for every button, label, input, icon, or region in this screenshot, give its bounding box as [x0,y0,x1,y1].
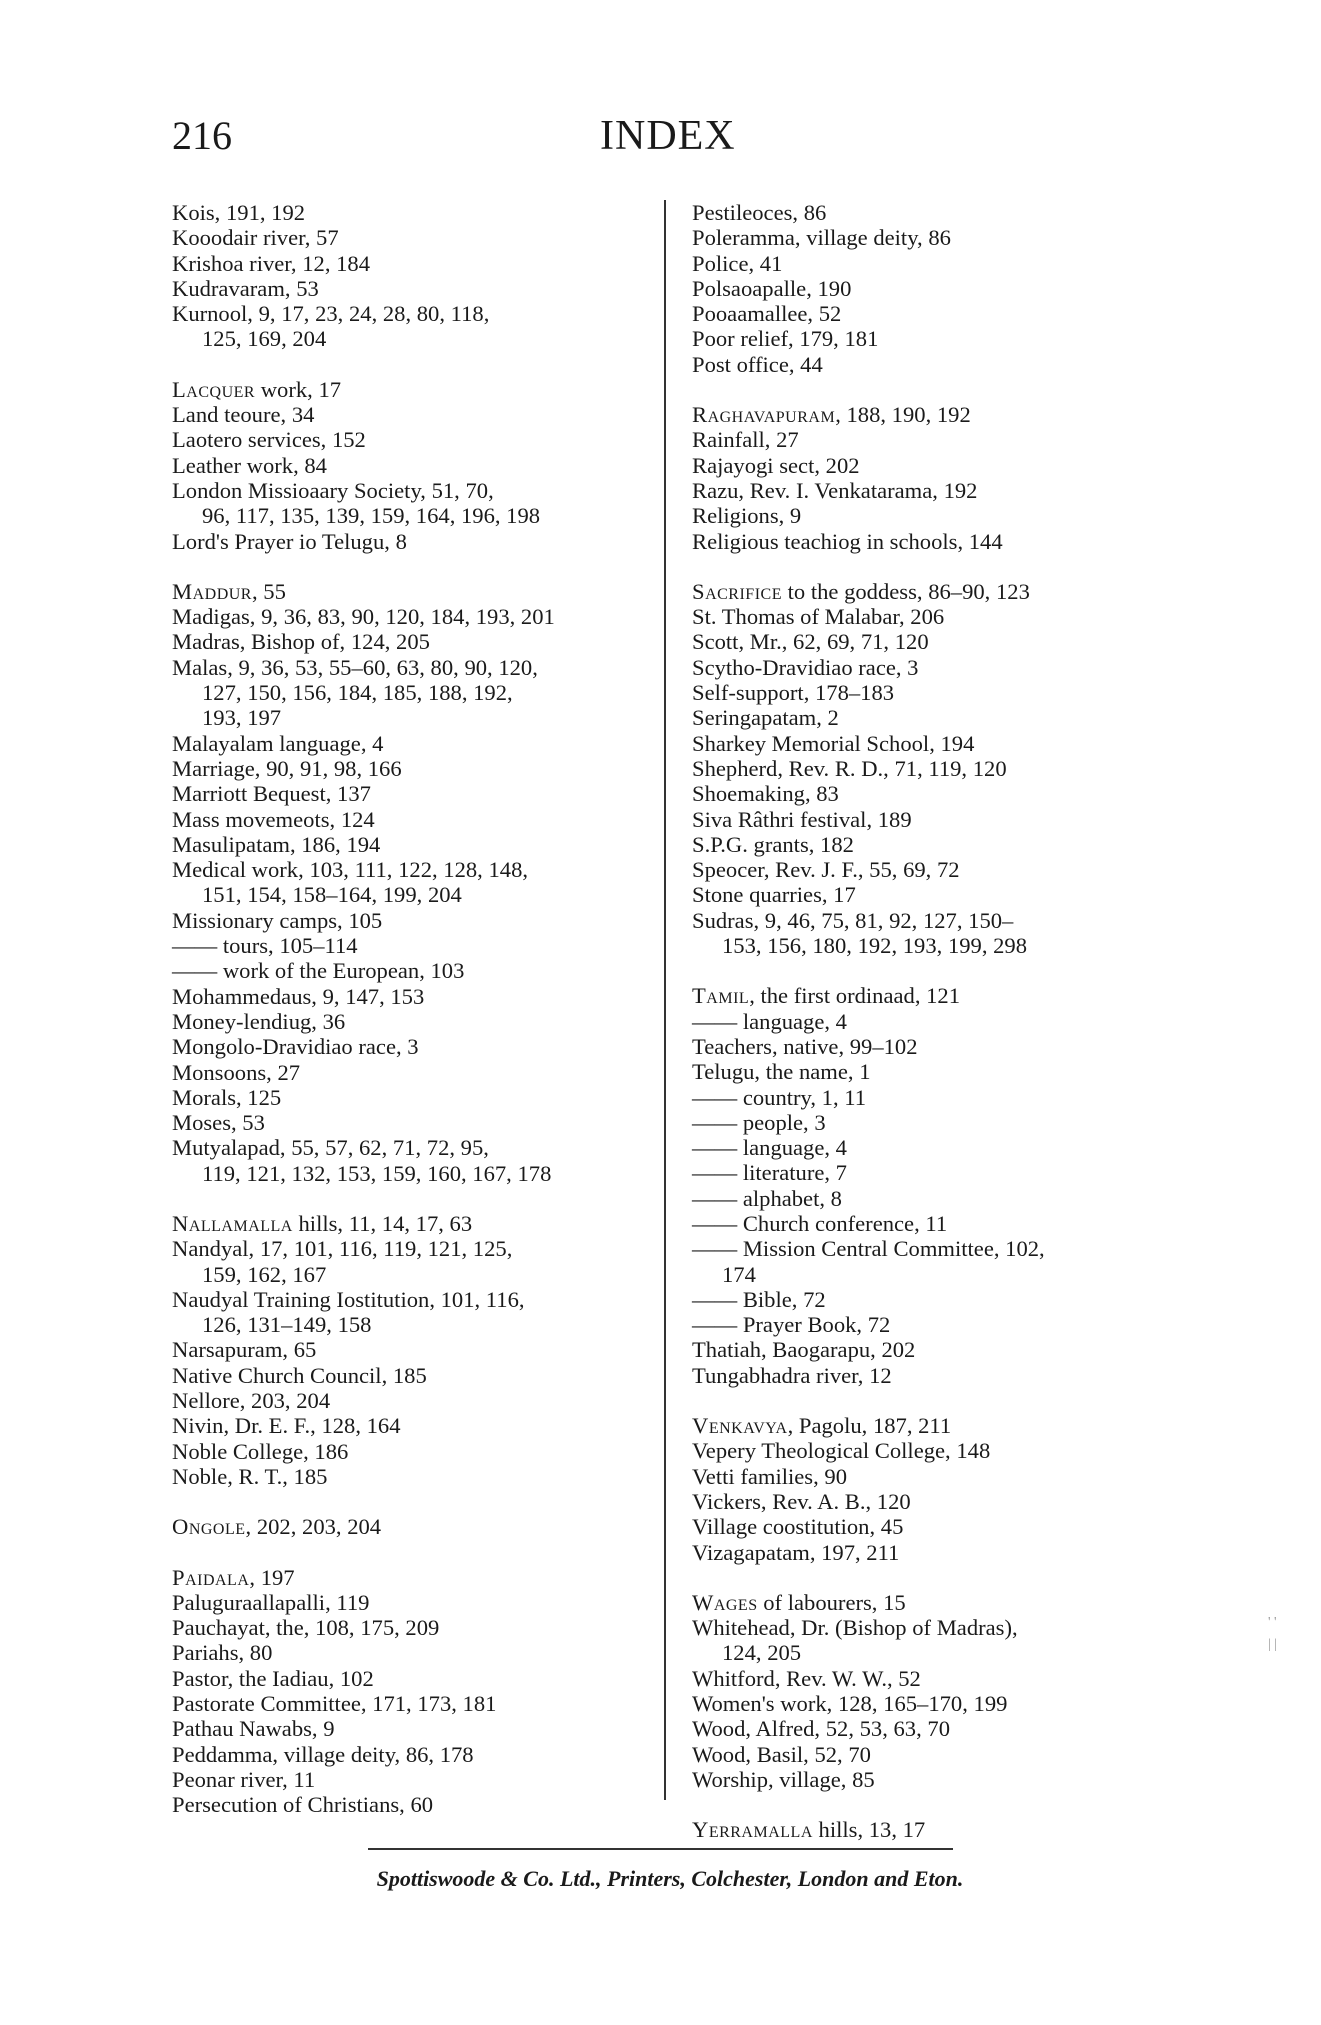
entry-text: Kudravaram, 53 [172,275,319,301]
entry-text: Teachers, native, 99–102 [692,1033,918,1059]
index-entry [172,1009,650,1034]
page-title: INDEX [600,113,736,159]
entry-text: —— country, 1, 11 [692,1084,867,1110]
index-entry [172,453,650,478]
entry-text: Laotero services, 152 [172,427,366,453]
entry-text: Poleramma, village deity, 86 [692,225,951,251]
entry-text: Malas, 9, 36, 53, 55–60, 63, 80, 90, 120, [172,654,538,680]
entry-text: Medical work, 103, 111, 122, 128, 148, [172,857,529,883]
index-entry [692,908,1162,933]
index-entry [692,478,1162,503]
index-entry [692,1110,1162,1135]
index-entry [692,1666,1162,1691]
index-entry [692,1413,1162,1438]
index-entry-continuation [172,1312,650,1337]
index-entry [692,1009,1162,1034]
index-entry [172,958,650,983]
entry-text: 159, 162, 167 [202,1261,327,1287]
index-entry-continuation [172,503,650,528]
entry-text: 193, 197 [202,705,282,731]
index-entry [172,655,650,680]
entry-text: 119, 121, 132, 153, 159, 160, 167, 178 [202,1160,552,1186]
section-gap [692,1792,1162,1817]
entry-text: , Pagolu, 187, 211 [787,1413,952,1439]
entry-text: Pestileoces, 86 [692,200,827,225]
entry-text: Religions, 9 [692,503,802,529]
index-entry-continuation [692,933,1162,958]
index-entry [172,832,650,857]
section-initial-term: Yerramalla [692,1817,813,1843]
index-entry [172,1085,650,1110]
index-entry [692,427,1162,452]
index-entry [692,276,1162,301]
index-entry [172,1363,650,1388]
index-entry [692,1716,1162,1741]
entry-text: , 202, 203, 204 [245,1514,382,1540]
section-gap [692,377,1162,402]
index-entry [692,579,1162,604]
entry-text: Whitehead, Dr. (Bishop of Madras), [692,1615,1018,1641]
section-gap [692,554,1162,579]
index-entry [692,1135,1162,1160]
column-divider [664,200,666,1800]
index-entry-continuation [172,1161,650,1186]
entry-text: Tungabhadra river, 12 [692,1362,892,1388]
entry-text: —— Church conference, 11 [692,1210,948,1236]
index-entry [172,1792,650,1817]
index-entry [172,1640,650,1665]
entry-text: 124, 205 [722,1640,802,1666]
entry-text: Poor relief, 179, 181 [692,326,879,352]
entry-text: Pathau Nawabs, 9 [172,1716,335,1742]
index-entry-continuation [692,1640,1162,1665]
index-entry [172,908,650,933]
index-entry [692,781,1162,806]
index-entry [692,503,1162,528]
entry-text: Peddamma, village deity, 86, 178 [172,1741,474,1767]
index-entry [172,1691,650,1716]
index-column-right [692,200,1162,1843]
entry-text: , 188, 190, 192 [835,402,971,428]
entry-text: Marriott Bequest, 137 [172,781,371,807]
section-initial-term: Ongole [172,1514,246,1540]
index-entry [692,1363,1162,1388]
footer-rule [368,1848,953,1850]
index-entry [692,832,1162,857]
index-entry [172,1615,650,1640]
entry-text: Pauchayat, the, 108, 175, 209 [172,1615,440,1641]
index-entry [172,529,650,554]
index-entry [692,326,1162,351]
entry-text: Kurnool, 9, 17, 23, 24, 28, 80, 118, [172,301,490,327]
entry-text: —— Bible, 72 [692,1286,826,1312]
entry-text: Missionary camps, 105 [172,907,383,933]
entry-text: Pooaamallee, 52 [692,301,842,327]
index-entry [172,1767,650,1792]
entry-text: Scytho-Dravidiao race, 3 [692,654,919,680]
entry-text: of labourers, 15 [757,1589,906,1615]
entry-text: Seringapatam, 2 [692,705,839,731]
entry-text: Madras, Bishop of, 124, 205 [172,629,430,655]
entry-text: Vickers, Rev. A. B., 120 [692,1488,911,1514]
entry-text: Moses, 53 [172,1110,265,1136]
entry-text: Masulipatam, 186, 194 [172,831,381,857]
entry-text: Scott, Mr., 62, 69, 71, 120 [692,629,929,655]
entry-text: 151, 154, 158–164, 199, 204 [202,882,462,908]
entry-text: Village coostitution, 45 [692,1514,904,1540]
index-entry-continuation [172,326,650,351]
entry-text: —— language, 4 [692,1008,847,1034]
entry-text: Morals, 125 [172,1084,282,1110]
entry-text: —— alphabet, 8 [692,1185,842,1211]
index-entry [692,680,1162,705]
index-entry [692,857,1162,882]
index-entry [692,1236,1162,1261]
index-entry [172,857,650,882]
index-entry [172,1742,650,1767]
margin-specks: ' ' | | [1268,1615,1278,1652]
entry-text: to the goddess, 86–90, 123 [781,578,1030,604]
index-entry [172,604,650,629]
entry-text: Nandyal, 17, 101, 116, 119, 121, 125, [172,1236,513,1262]
index-entry [692,251,1162,276]
index-entry [692,402,1162,427]
index-entry [692,301,1162,326]
index-entry-continuation [692,1262,1162,1287]
index-entry [172,629,650,654]
index-entry [692,1691,1162,1716]
section-initial-term: Raghavapuram [692,402,836,428]
index-entry [172,200,650,225]
index-entry [692,1615,1162,1640]
entry-text: Siva Râthri festival, 189 [692,806,912,832]
index-entry [172,1110,650,1135]
index-entry [172,301,650,326]
entry-text: —— work of the European, 103 [172,958,465,984]
entry-text: Monsoons, 27 [172,1059,301,1085]
index-entry [172,276,650,301]
index-entry-continuation [172,680,650,705]
entry-text: Pastor, the Iadiau, 102 [172,1665,374,1691]
entry-text: —— people, 3 [692,1109,826,1135]
entry-text: St. Thomas of Malabar, 206 [692,604,945,630]
entry-text: Rainfall, 27 [692,427,799,453]
entry-text: Whitford, Rev. W. W., 52 [692,1665,921,1691]
section-initial-term: Lacquer [172,376,256,402]
entry-text: Vizagapatam, 197, 211 [692,1539,900,1565]
index-entry [692,1337,1162,1362]
entry-text: Noble College, 186 [172,1438,349,1464]
index-entry [172,1716,650,1741]
entry-text: Vetti families, 90 [692,1463,847,1489]
entry-text: hills, 13, 17 [812,1817,926,1843]
index-entry [172,1413,650,1438]
entry-text: Money-lendiug, 36 [172,1008,346,1034]
entry-text: —— language, 4 [692,1135,847,1161]
entry-text: Leather work, 84 [172,452,327,478]
index-entry-continuation [172,705,650,730]
entry-text: Kooodair river, 57 [172,225,339,251]
index-entry [172,756,650,781]
index-entry [172,1666,650,1691]
index-entry [172,1236,650,1261]
index-entry [692,1287,1162,1312]
index-entry [172,1565,650,1590]
entry-text: , 197 [249,1564,295,1590]
index-entry [692,731,1162,756]
entry-text: Pastorate Committee, 171, 173, 181 [172,1691,497,1717]
entry-text: Mongolo-Dravidiao race, 3 [172,1034,419,1060]
entry-text: Religious teachiog in schools, 144 [692,528,1003,554]
index-entry [692,629,1162,654]
index-entry [692,1085,1162,1110]
entry-text: Shepherd, Rev. R. D., 71, 119, 120 [692,755,1007,781]
index-entry-continuation [172,882,650,907]
index-entry [692,983,1162,1008]
entry-text: Native Church Council, 185 [172,1362,427,1388]
index-entry [692,756,1162,781]
index-entry [692,1186,1162,1211]
section-gap [172,1540,650,1565]
entry-text: Persecution of Christians, 60 [172,1792,434,1818]
entry-text: Self-support, 178–183 [692,680,895,706]
entry-text: London Missioaary Society, 51, 70, [172,477,494,503]
entry-text: Peonar river, 11 [172,1766,316,1792]
entry-text: Women's work, 128, 165–170, 199 [692,1691,1008,1717]
index-entry [692,1767,1162,1792]
section-gap [172,554,650,579]
entry-text: 153, 156, 180, 192, 193, 199, 298 [722,933,1028,959]
entry-text: Naudyal Training Iostitution, 101, 116, [172,1286,525,1312]
section-gap [172,352,650,377]
entry-text: Telugu, the name, 1 [692,1059,871,1085]
index-entry [172,1590,650,1615]
section-initial-term: Tamil [692,983,750,1009]
entry-text: Mutyalapad, 55, 57, 62, 71, 72, 95, [172,1135,489,1161]
section-initial-term: Paidala [172,1564,250,1590]
entry-text: Polsaoapalle, 190 [692,275,852,301]
index-entry [692,1034,1162,1059]
entry-text: 96, 117, 135, 139, 159, 164, 196, 198 [202,503,541,529]
entry-text: Shoemaking, 83 [692,781,839,807]
entry-text: 126, 131–149, 158 [202,1312,372,1338]
index-entry [172,1287,650,1312]
entry-text: S.P.G. grants, 182 [692,831,854,857]
index-entry [172,1439,650,1464]
index-entry [172,1464,650,1489]
entry-text: Post office, 44 [692,351,823,377]
entry-text: Mohammedaus, 9, 147, 153 [172,983,425,1009]
index-entry [692,1817,1162,1842]
entry-text: hills, 11, 14, 17, 63 [292,1210,473,1236]
index-entry [172,1388,650,1413]
index-entry [692,1514,1162,1539]
index-entry [692,529,1162,554]
index-entry [692,1160,1162,1185]
entry-text: 174 [722,1261,756,1287]
entry-text: Speocer, Rev. J. F., 55, 69, 72 [692,857,960,883]
index-entry [692,604,1162,629]
entry-text: Land teoure, 34 [172,402,315,428]
index-entry [692,882,1162,907]
entry-text: 125, 169, 204 [202,326,327,352]
index-entry [692,453,1162,478]
entry-text: Krishoa river, 12, 184 [172,250,371,276]
index-entry [172,225,650,250]
index-entry-continuation [172,1262,650,1287]
index-entry [692,1438,1162,1463]
entry-text: work, 17 [255,376,342,402]
section-gap [172,1186,650,1211]
index-entry [172,731,650,756]
index-entry [172,807,650,832]
entry-text: —— Prayer Book, 72 [692,1312,891,1338]
entry-text: Police, 41 [692,250,783,276]
entry-text: Worship, village, 85 [692,1766,875,1792]
index-entry [692,1540,1162,1565]
index-column-left [172,200,650,1818]
section-initial-term: Venkavya [692,1413,788,1439]
index-entry [692,807,1162,832]
index-entry [172,1211,650,1236]
entry-text: , 55 [251,578,286,604]
index-entry [172,1060,650,1085]
index-entry [172,478,650,503]
index-entry [172,1337,650,1362]
index-entry [172,402,650,427]
index-entry [692,1489,1162,1514]
index-entry [692,1590,1162,1615]
page-number: 216 [172,113,232,158]
entry-text: Narsapuram, 65 [172,1337,317,1363]
index-entry [692,1312,1162,1337]
entry-text: Nivin, Dr. E. F., 128, 164 [172,1413,401,1439]
entry-text: —— tours, 105–114 [172,933,358,959]
entry-text: Paluguraallapalli, 119 [172,1589,370,1615]
entry-text: —— Mission Central Committee, 102, [692,1236,1045,1262]
entry-text: Wood, Basil, 52, 70 [692,1741,871,1767]
entry-text: Sharkey Memorial School, 194 [692,730,975,756]
index-entry [692,1464,1162,1489]
index-entry [172,427,650,452]
entry-text: Razu, Rev. I. Venkatarama, 192 [692,477,978,503]
entry-text: Malayalam language, 4 [172,730,384,756]
printer-imprint: Spottiswoode & Co. Ltd., Printers, Colchester, London and Eton. [376,1866,964,1891]
entry-text: Lord's Prayer io Telugu, 8 [172,528,407,554]
section-initial-term: Nallamalla [172,1210,293,1236]
section-gap [692,958,1162,983]
section-initial-term: Wages [692,1589,758,1615]
entry-text: Stone quarries, 17 [692,882,856,908]
entry-text: Nellore, 203, 204 [172,1388,331,1414]
entry-text: Madigas, 9, 36, 83, 90, 120, 184, 193, 201 [172,604,555,630]
entry-text: , the first ordinaad, 121 [749,983,961,1009]
index-entry [692,200,1162,225]
section-gap [692,1565,1162,1590]
entry-text: —— literature, 7 [692,1160,847,1186]
index-entry [172,984,650,1009]
section-initial-term: Maddur [172,578,252,604]
index-entry [692,1742,1162,1767]
entry-text: Mass movemeots, 124 [172,806,375,832]
index-entry [692,225,1162,250]
entry-text: Marriage, 90, 91, 98, 166 [172,755,402,781]
entry-text: Vepery Theological College, 148 [692,1438,991,1464]
entry-text: Wood, Alfred, 52, 53, 63, 70 [692,1716,950,1742]
index-entry [172,1135,650,1160]
index-entry [172,1514,650,1539]
index-entry [172,1034,650,1059]
entry-text: Kois, 191, 192 [172,200,306,225]
index-entry [692,352,1162,377]
index-entry [172,933,650,958]
index-entry [692,705,1162,730]
index-entry [172,377,650,402]
index-entry [172,781,650,806]
entry-text: Noble, R. T., 185 [172,1463,328,1489]
index-entry [692,1059,1162,1084]
section-gap [692,1388,1162,1413]
entry-text: 127, 150, 156, 184, 185, 188, 192, [202,680,513,706]
entry-text: Thatiah, Baogarapu, 202 [692,1337,916,1363]
index-entry [692,655,1162,680]
entry-text: Pariahs, 80 [172,1640,273,1666]
section-initial-term: Sacrifice [692,578,782,604]
section-gap [172,1489,650,1514]
entry-text: Sudras, 9, 46, 75, 81, 92, 127, 150– [692,907,1014,933]
entry-text: Rajayogi sect, 202 [692,452,860,478]
index-entry [172,579,650,604]
index-entry [172,251,650,276]
index-entry [692,1211,1162,1236]
